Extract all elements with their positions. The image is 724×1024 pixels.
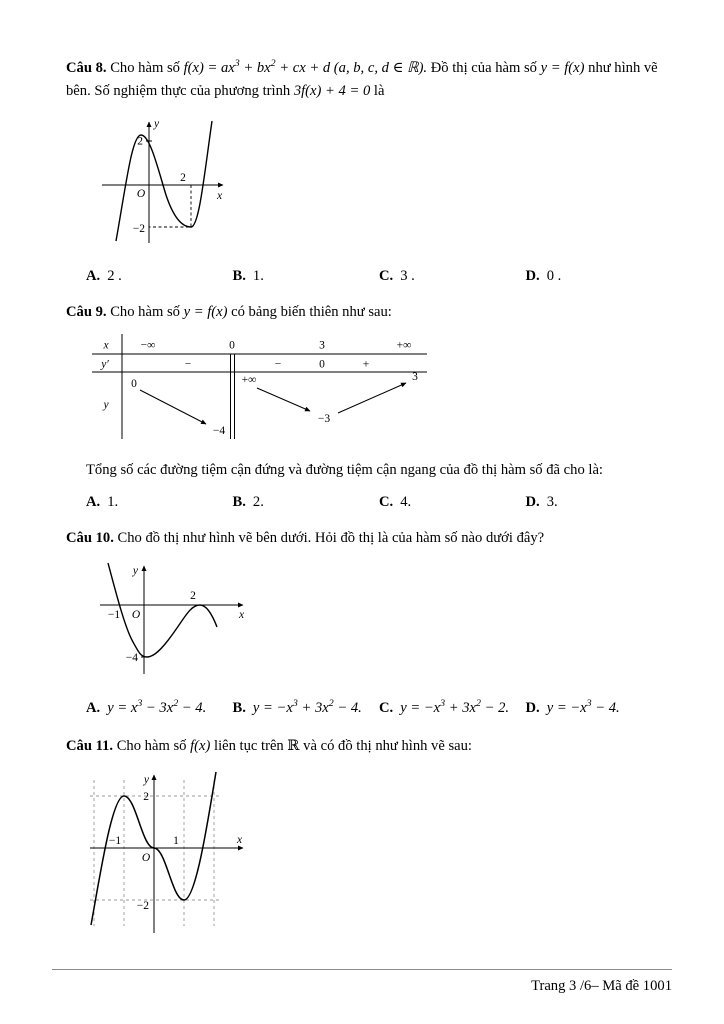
- y-axis-label: y: [132, 565, 138, 578]
- q8-answer-b: [233, 265, 380, 288]
- y-value-plus-inf: +∞: [241, 374, 257, 387]
- x-tick-neg1-label: −1: [107, 609, 121, 622]
- q10-answer-a: [86, 697, 233, 720]
- y-tick-neg2-label: −2: [132, 223, 145, 236]
- q8-answers: [86, 265, 672, 288]
- q9-table-svg: [92, 334, 427, 440]
- answer-formula: $y = -x^3 + 3x^2 - 4$.: [252, 698, 362, 717]
- x-value-0: 0: [229, 339, 235, 352]
- grid-lines: [90, 780, 220, 926]
- q11-formula-fx: f(x): [190, 737, 211, 754]
- q8-statement: [66, 57, 672, 103]
- answer-text: 4.: [400, 494, 412, 511]
- q9-text-1: Cho hàm số: [110, 304, 180, 321]
- q9-variation-table: [92, 334, 672, 448]
- footer-text: Trang 3 /6– Mã đề 1001: [531, 977, 672, 994]
- real-numbers-symbol: ℝ: [287, 736, 300, 754]
- q11-figure: [86, 768, 672, 946]
- q8-answer-d: [526, 265, 673, 288]
- answer-key: A.: [86, 494, 101, 511]
- q10-graph: [92, 560, 252, 680]
- q8-graph: [92, 113, 232, 248]
- answer-key: C.: [379, 268, 394, 285]
- arrow-increasing: [338, 383, 406, 413]
- answer-key: B.: [232, 494, 246, 511]
- answer-key: D.: [525, 494, 540, 511]
- q9-answer-d: [526, 491, 673, 514]
- answer-key: D.: [525, 268, 540, 285]
- q11-label: Câu 11.: [66, 737, 114, 754]
- dy-sign-3: +: [362, 358, 370, 371]
- origin-label: O: [141, 851, 151, 864]
- answer-key: D.: [525, 700, 540, 717]
- y-value-start: 0: [131, 378, 137, 391]
- q11-text-2: liên tục trên: [214, 737, 284, 754]
- y-value-min-left: −4: [212, 425, 226, 438]
- q8-formula-yfx: y = f(x): [540, 60, 585, 76]
- answer-formula: $y = -x^3 - 4$.: [546, 698, 620, 717]
- answer-key: A.: [86, 268, 101, 285]
- q8-text-3: như hình vẽ bên. Số nghiệm thực của phương trình: [66, 60, 658, 100]
- answer-text: 0 .: [546, 268, 562, 285]
- y-tick-2-label: 2: [137, 135, 143, 148]
- q8-text-2: Đồ thị của hàm số: [430, 60, 537, 76]
- q9-answers: [86, 491, 672, 514]
- dy-zero: 0: [319, 358, 325, 371]
- q8-answer-c: [379, 265, 526, 288]
- q8-formula-eq: 3f(x) + 4 = 0: [293, 83, 371, 100]
- answer-key: B.: [232, 700, 246, 717]
- q10-text: Cho đồ thị như hình vẽ bên dưới. Hỏi đồ thị là của hàm số nào dưới đây?: [117, 530, 545, 547]
- answer-formula: $y = -x^3 + 3x^2 - 2$.: [400, 698, 510, 717]
- answer-formula: $y = x^3 - 3x^2 - 4$.: [107, 698, 207, 717]
- q8-label: Câu 8.: [66, 60, 107, 76]
- table-x-label: x: [103, 339, 109, 352]
- q9-answer-b: [233, 491, 380, 514]
- answer-key: B.: [232, 268, 246, 285]
- origin-label: O: [136, 188, 146, 201]
- q9-text-2: có bảng biến thiên như sau:: [231, 304, 392, 321]
- answer-key: C.: [379, 494, 394, 511]
- x-axis-label: x: [239, 609, 245, 622]
- q10-answer-d: [526, 697, 673, 720]
- q8-text-1: Cho hàm số: [110, 60, 180, 76]
- q10-figure: [92, 560, 672, 688]
- x-axis-label: x: [237, 833, 243, 846]
- answer-text: 2.: [252, 494, 264, 511]
- answer-text: 3.: [546, 494, 558, 511]
- x-value-neg-inf: −∞: [140, 339, 156, 352]
- y-tick-2-label: 2: [143, 790, 149, 803]
- q8-text-4: là: [373, 83, 385, 100]
- q9-question: Tổng số các đường tiệm cận đứng và đường tiệm cận ngang của đồ thị hàm số đã cho là:: [86, 462, 603, 479]
- x-value-pos-inf: +∞: [396, 339, 412, 352]
- y-axis-label: y: [154, 118, 160, 131]
- q9-formula-yfx: y = f(x): [183, 304, 228, 321]
- q11-text-1: Cho hàm số: [116, 737, 187, 754]
- origin-label: O: [131, 609, 141, 622]
- y-tick-neg2-label: −2: [136, 899, 149, 912]
- arrow-decreasing-2: [257, 388, 310, 411]
- q9-answer-a: [86, 491, 233, 514]
- y-tick-neg4-label: −4: [125, 652, 138, 665]
- q9-statement: [66, 301, 672, 324]
- dy-sign-2: −: [274, 358, 282, 371]
- x-tick-2-label: 2: [180, 172, 186, 185]
- cubic-curve: [116, 121, 212, 241]
- q8-figure: [92, 113, 672, 256]
- q8-formula-fx: $f(x) = ax^3 + bx^2$ + cx + d: [183, 58, 331, 76]
- answer-text: 3 .: [400, 268, 415, 285]
- answer-key: C.: [379, 700, 394, 717]
- answer-text: 1.: [252, 268, 264, 285]
- table-dy-label: y′: [101, 358, 109, 371]
- q9-answer-c: [379, 491, 526, 514]
- x-value-3: 3: [319, 339, 325, 352]
- y-axis-label: y: [143, 773, 149, 786]
- q10-answer-c: [379, 697, 526, 720]
- y-value-end: 3: [412, 371, 418, 384]
- answer-key: A.: [86, 700, 101, 717]
- x-axis-label: x: [217, 190, 223, 203]
- x-tick-2-label: 2: [190, 590, 196, 603]
- cubic-curve: [108, 563, 217, 657]
- answer-text: 2 .: [107, 268, 122, 285]
- q9-label: Câu 9.: [66, 304, 107, 321]
- q10-statement: [66, 527, 672, 550]
- q11-text-3: và có đồ thị như hình vẽ sau:: [303, 737, 472, 754]
- q8-answer-a: [86, 265, 233, 288]
- answer-text: 1.: [107, 494, 119, 511]
- q10-answers: [86, 697, 672, 720]
- x-tick-neg1-label: −1: [108, 834, 122, 847]
- q10-label: Câu 10.: [66, 530, 114, 547]
- dy-sign-1: −: [184, 358, 192, 371]
- q11-statement: [66, 734, 672, 758]
- y-value-min-mid: −3: [317, 413, 331, 426]
- page-footer: [52, 969, 672, 998]
- q11-graph: [86, 768, 251, 938]
- arrow-decreasing-1: [140, 390, 206, 424]
- table-y-label: y: [103, 399, 109, 412]
- q10-answer-b: [233, 697, 380, 720]
- x-tick-1-label: 1: [173, 834, 179, 847]
- q8-formula-params: (a, b, c, d ∈ ℝ).: [333, 60, 428, 76]
